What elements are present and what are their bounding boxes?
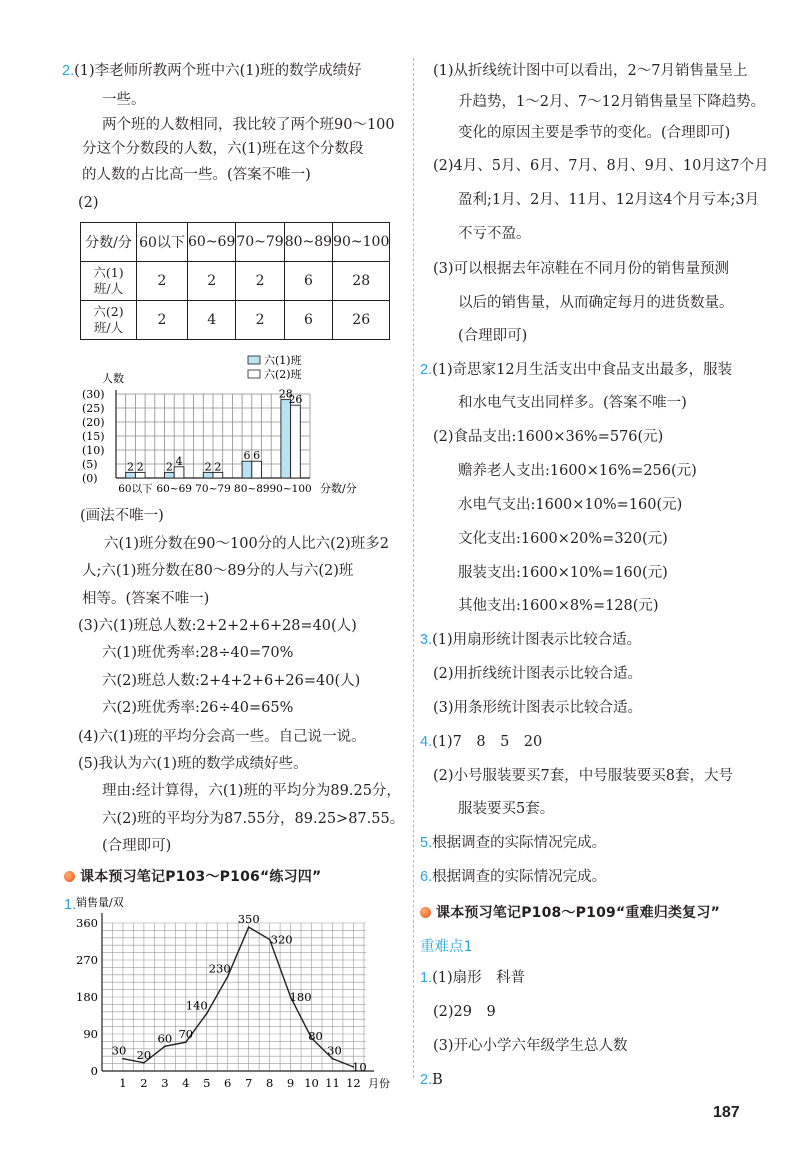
y-tick-label: 180 <box>76 990 98 1004</box>
subsection-heading: 重难点1 <box>420 939 473 955</box>
answer-line: (2)29 9 <box>433 1004 496 1020</box>
section-heading: 课本预习笔记P103～P106“练习四” <box>64 866 321 886</box>
y-tick-label: 360 <box>76 916 98 930</box>
answer-line: (1)扇形 科普 <box>432 970 526 986</box>
answer-line: 服装要买5套。 <box>458 801 555 817</box>
data-label: 320 <box>270 932 293 947</box>
answer-line: 服装支出:1600×10%=160(元) <box>458 565 668 581</box>
x-tick-label: 4 <box>182 1076 190 1090</box>
bar-value-label: 2 <box>127 460 135 474</box>
data-label: 140 <box>185 998 208 1013</box>
data-point <box>248 926 250 928</box>
question-number: 2. <box>420 362 433 378</box>
answer-line: (4)六(1)班的平均分会高一些。自己说一说。 <box>78 729 366 745</box>
x-tick-label: 6 <box>224 1076 232 1090</box>
bar <box>291 405 301 478</box>
bar-value-label: 4 <box>175 454 183 468</box>
x-tick-label: 5 <box>203 1076 211 1090</box>
sub-question-label: (2) <box>78 195 99 211</box>
answer-line: B <box>432 1072 443 1088</box>
answer-line: (画法不唯一) <box>80 508 164 524</box>
answer-line: 赡养老人支出:1600×16%=256(元) <box>458 463 697 479</box>
question-number: 3. <box>420 632 433 648</box>
x-axis-label: 分数/分 <box>320 482 357 495</box>
table-cell: 2 <box>137 262 188 301</box>
table-cell: 2 <box>188 262 236 301</box>
x-tick-label: 9 <box>286 1076 295 1090</box>
data-label: 70 <box>178 1027 194 1042</box>
data-label: 180 <box>289 990 312 1004</box>
question-number: 1. <box>420 970 433 986</box>
question-number: 5. <box>420 835 433 851</box>
data-label: 350 <box>237 912 260 927</box>
question-2 <box>62 62 362 80</box>
table-header: 70~79 <box>236 223 284 262</box>
x-tick-label: 1 <box>119 1076 127 1090</box>
bar-value-label: 2 <box>204 460 212 474</box>
data-point <box>122 1058 124 1060</box>
y-tick-label: 270 <box>76 953 98 967</box>
table-cell: 28 <box>333 262 390 301</box>
answer-line: (合理即可) <box>102 838 172 854</box>
data-label: 30 <box>327 1043 342 1058</box>
answer-line: 的人数的占比高一些。(答案不唯一) <box>82 167 311 183</box>
answer-line: 六(2)班总人数:2+4+2+6+26=40(人) <box>102 673 361 689</box>
row-label: 六(2) 班/人 <box>81 301 137 340</box>
y-tick-label: 90 <box>83 1027 98 1041</box>
answer-line: (3)六(1)班总人数:2+2+2+6+28=40(人) <box>78 618 357 634</box>
answer-line: 人;六(1)班分数在80～89分的人与六(2)班 <box>82 563 354 579</box>
answer-line: (2)4月、5月、6月、7月、8月、9月、10月这7个月 <box>433 158 769 174</box>
answer-line: 不亏不盈。 <box>458 226 531 242</box>
answer-line: (2)食品支出:1600×36%=576(元) <box>433 429 664 445</box>
y-tick-label: 0 <box>90 1064 98 1078</box>
bar <box>281 400 291 478</box>
x-tick-label: 10 <box>304 1076 319 1090</box>
table-row <box>81 262 390 301</box>
answer-line: 相等。(答案不唯一) <box>82 591 210 607</box>
answer-line: 以后的销售量，从而确定每月的进货数量。 <box>458 295 734 311</box>
data-point <box>332 1058 334 1060</box>
answer-line: (1)用扇形统计图表示比较合适。 <box>432 632 642 648</box>
review-question-2 <box>420 1071 443 1089</box>
y-tick-label: (0) <box>82 472 98 485</box>
bar-value-label: 28 <box>278 387 293 401</box>
answer-line: (合理即可) <box>458 328 528 344</box>
data-label: 80 <box>308 1029 323 1044</box>
answer-line: (2)小号服装要买7套，中号服装要买8套，大号 <box>433 768 733 784</box>
bullet-dot-icon <box>420 907 431 918</box>
answer-line: 两个班的人数相同，我比较了两个班90～100 <box>102 117 395 133</box>
answer-line: (1)李老师所教两个班中六(1)班的数学成绩好 <box>74 63 362 79</box>
review-question-1 <box>420 969 525 987</box>
data-label: 10 <box>352 1059 367 1074</box>
bar <box>242 461 252 478</box>
x-tick-label: 11 <box>325 1076 340 1090</box>
x-tick-label: 60~69 <box>156 483 192 495</box>
answer-line: (3)用条形统计图表示比较合适。 <box>433 700 643 716</box>
x-tick-label: 70~79 <box>195 483 231 495</box>
answer-line: (1)7 8 5 20 <box>432 734 543 750</box>
y-tick-label: (25) <box>82 402 105 415</box>
answer-line: 六(2)班的平均分为87.55分，89.25>87.55。 <box>102 811 405 827</box>
legend-label: 六(2)班 <box>264 368 302 381</box>
question-number: 4. <box>420 734 433 750</box>
bar-value-label: 6 <box>253 449 261 463</box>
table-cell: 26 <box>333 301 390 340</box>
question-5 <box>420 834 606 852</box>
legend-label: 六(1)班 <box>264 354 302 367</box>
question-3 <box>420 631 641 649</box>
y-tick-label: (20) <box>82 416 105 429</box>
data-label: 30 <box>111 1043 127 1058</box>
bullet-dot-icon <box>64 871 75 882</box>
answer-line: 理由:经计算得，六(1)班的平均分为89.25分， <box>102 783 401 799</box>
y-axis-label: 销售量/双 <box>76 896 124 909</box>
table-header: 分数/分 <box>81 223 137 262</box>
answer-line: (5)我认为六(1)班的数学成绩好些。 <box>78 756 308 772</box>
bar-value-label: 6 <box>243 449 251 463</box>
y-tick-label: (30) <box>82 388 105 401</box>
y-tick-label: (10) <box>82 444 105 457</box>
x-tick-label: 80~89 <box>234 483 270 495</box>
answer-line: 文化支出:1600×20%=320(元) <box>458 531 668 547</box>
table-cell: 4 <box>188 301 236 340</box>
answer-line: (3)可以根据去年凉鞋在不同月份的销售量预测 <box>433 261 730 277</box>
bar-value-label: 2 <box>165 460 173 474</box>
answer-line: 一些。 <box>102 92 146 108</box>
answer-line: 六(2)班优秀率:26÷40=65% <box>102 700 294 716</box>
bar-chart <box>78 352 398 502</box>
data-label: 230 <box>208 961 231 976</box>
y-tick-label: (15) <box>82 430 105 443</box>
answer-line: (3)开心小学六年级学生总人数 <box>433 1038 628 1054</box>
x-tick-label: 2 <box>140 1076 148 1090</box>
data-label: 20 <box>136 1047 152 1062</box>
answer-line: 升趋势，1～2月、7～12月销售量呈下降趋势。 <box>458 94 766 110</box>
column-divider <box>413 58 414 1078</box>
bar-value-label: 2 <box>214 460 222 474</box>
table-cell: 6 <box>284 301 332 340</box>
answer-line: 水电气支出:1600×10%=160(元) <box>458 497 683 513</box>
answer-line: (1)奇思家12月生活支出中食品支出最多，服装 <box>432 362 733 378</box>
x-tick-label: 12 <box>346 1076 361 1090</box>
data-point <box>206 1013 208 1015</box>
question-2 <box>420 361 732 379</box>
question-number: 2. <box>62 63 75 79</box>
answer-line: 变化的原因主要是季节的变化。(合理即可) <box>458 125 731 141</box>
table-header: 90~100 <box>333 223 390 262</box>
answer-line: 根据调查的实际情况完成。 <box>432 869 607 885</box>
data-point <box>185 1041 187 1043</box>
y-axis-label: 人数 <box>102 372 124 385</box>
table-cell: 2 <box>236 301 284 340</box>
question-number: 2. <box>420 1072 433 1088</box>
bar <box>252 461 262 478</box>
score-table <box>80 222 390 340</box>
x-tick-label: 3 <box>161 1076 169 1090</box>
data-label: 60 <box>157 1031 173 1046</box>
line-chart <box>66 893 406 1090</box>
answer-line: 盈利;1月、2月、11月、12月这4个月亏本;3月 <box>458 192 760 208</box>
question-number: 1. <box>64 897 77 913</box>
legend-swatch <box>248 370 260 378</box>
x-tick-label: 8 <box>265 1076 274 1090</box>
legend-swatch <box>248 356 260 364</box>
data-point <box>227 976 229 978</box>
data-point <box>143 1062 145 1064</box>
answer-line: 其他支出:1600×8%=128(元) <box>458 598 659 614</box>
table-row <box>81 301 390 340</box>
x-axis-label: 月份 <box>368 1077 390 1090</box>
table-header: 60以下 <box>137 223 188 262</box>
table-header-row <box>81 223 390 262</box>
question-6 <box>420 868 606 886</box>
question-number: 6. <box>420 869 433 885</box>
bar-value-label: 2 <box>136 460 144 474</box>
answer-line: (2)用折线统计图表示比较合适。 <box>433 666 643 682</box>
answer-line: 和水电气支出同样多。(答案不唯一) <box>458 395 687 411</box>
table-header: 80~89 <box>284 223 332 262</box>
answer-line: 根据调查的实际情况完成。 <box>432 835 607 851</box>
section-heading: 课本预习笔记P108～P109“重难归类复习” <box>420 902 720 922</box>
answer-line: (1)从折线统计图中可以看出，2～7月销售量呈上 <box>433 63 748 79</box>
x-tick-label: 60以下 <box>118 483 153 495</box>
x-tick-label: 7 <box>245 1076 253 1090</box>
data-point <box>164 1046 166 1048</box>
row-label: 六(1) 班/人 <box>81 262 137 301</box>
table-header: 60~69 <box>188 223 236 262</box>
bar-value-label: 26 <box>288 393 303 407</box>
table-cell: 2 <box>236 262 284 301</box>
answer-line: 六(1)班分数在90～100分的人比六(2)班多2 <box>104 536 389 552</box>
table-cell: 2 <box>137 301 188 340</box>
page-number: 187 <box>713 1104 740 1121</box>
answer-line: 六(1)班优秀率:28÷40=70% <box>102 645 294 661</box>
table-cell: 6 <box>284 262 332 301</box>
y-tick-label: (5) <box>82 458 98 471</box>
bar <box>174 467 184 478</box>
question-4 <box>420 733 542 751</box>
answer-line: 分这个分数段的人数，六(1)班在这个分数段 <box>82 141 364 157</box>
x-tick-label: 90~100 <box>269 483 312 495</box>
